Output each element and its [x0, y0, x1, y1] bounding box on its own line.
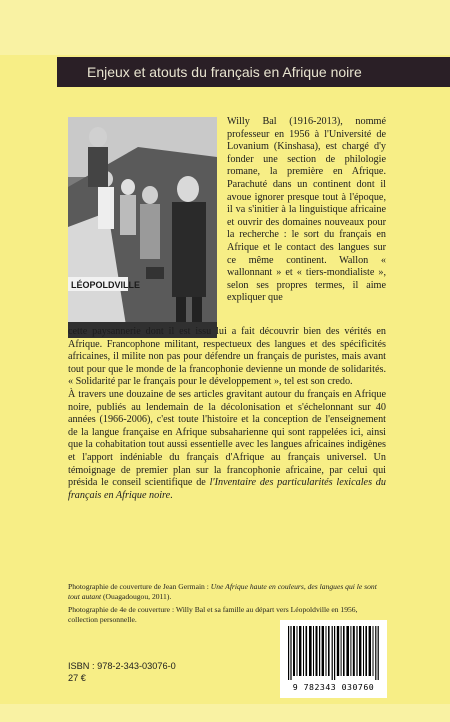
front-cover-photo-title: Une Afrique haute en couleurs, des langues qui le sont tout autant — [68, 582, 377, 601]
price: 27 € — [68, 673, 86, 683]
family-photo — [68, 117, 217, 338]
isbn-block — [68, 660, 176, 684]
book-summary-end: . — [170, 489, 173, 501]
biography-intro — [227, 116, 386, 305]
barcode-bars — [288, 626, 379, 680]
book-summary — [68, 389, 386, 502]
front-cover-credit — [68, 582, 386, 601]
front-cover-credit-place: (Ouagadougou, 2011). — [101, 591, 172, 601]
front-cover-credit-label: Photographie de couverture de Jean Germain : — [68, 582, 211, 591]
back-cover-credit: Photographie de 4e de couverture : Willy Bal et sa famille au départ vers Léopoldville en 1956, collection personnelle. — [68, 605, 358, 624]
book-summary-text: À travers une douzaine de ses articles gravitant autour du français en Afrique noire, publiés au lendemain de la décolonisation et s'échelonnant sur 40 années (1966-2006), c'est toute l'histoire et la conception de l'enseignement de la langue française en Afrique subsaharienne qui sont rappelées ici, ainsi que la cohabitation tout aussi essentielle avec les langues africaines indigènes et l'apport indéniable du français d'Afrique au français universel. Un témoignage de premier plan sur la francophonie africaine, par celui qui présida le conseil scientifique de — [68, 388, 386, 489]
photo-sign-text: LÉOPOLDVILLE — [71, 280, 141, 290]
bottom-band — [0, 704, 450, 722]
inventaire-title: l'Inventaire des particularités lexicales du français en Afrique noire — [68, 477, 386, 501]
isbn: ISBN : 978-2-343-03076-0 — [68, 661, 176, 671]
biography-intro-text: Willy Bal (1916-2013), nommé professeur en 1956 à l'Université de Lovanium (Kinshasa), est chargé d'y fonder une section de philologie romane, la première en Afrique. Parachuté dans un continent dont il avoue ignorer presque tout à l'époque, il va s'initier à la linguistique africaine et ouvrir des domaines nouveaux pour la recherche : le sort du français en Afrique et le contact des langues sur ce même continent. Wallon « wallonnant » et « tiers-mondialiste », selon ses propres termes, il aime expliquer que — [227, 116, 386, 304]
cover-title-bar — [57, 57, 450, 87]
top-band — [0, 0, 450, 55]
barcode — [280, 620, 387, 698]
photo-illustration — [68, 117, 217, 338]
cover-title: Enjeux et atouts du français en Afrique noire — [87, 64, 362, 80]
barcode-number: 9 782343 030760 — [292, 682, 375, 692]
biography-and-summary — [68, 326, 386, 502]
biography-continuation: cette paysannerie dont il est issu lui a fait découvrir bien des vérités en Afrique. Francophone militant, respectueux des langues et des spécificités africaines, il milite non pas pour défendre un français de puristes, mais avant tout pour que le monde de la francophonie devienne un monde de solidarités. « Solidarité par le français pour le développement », tel est son credo. — [68, 326, 386, 388]
